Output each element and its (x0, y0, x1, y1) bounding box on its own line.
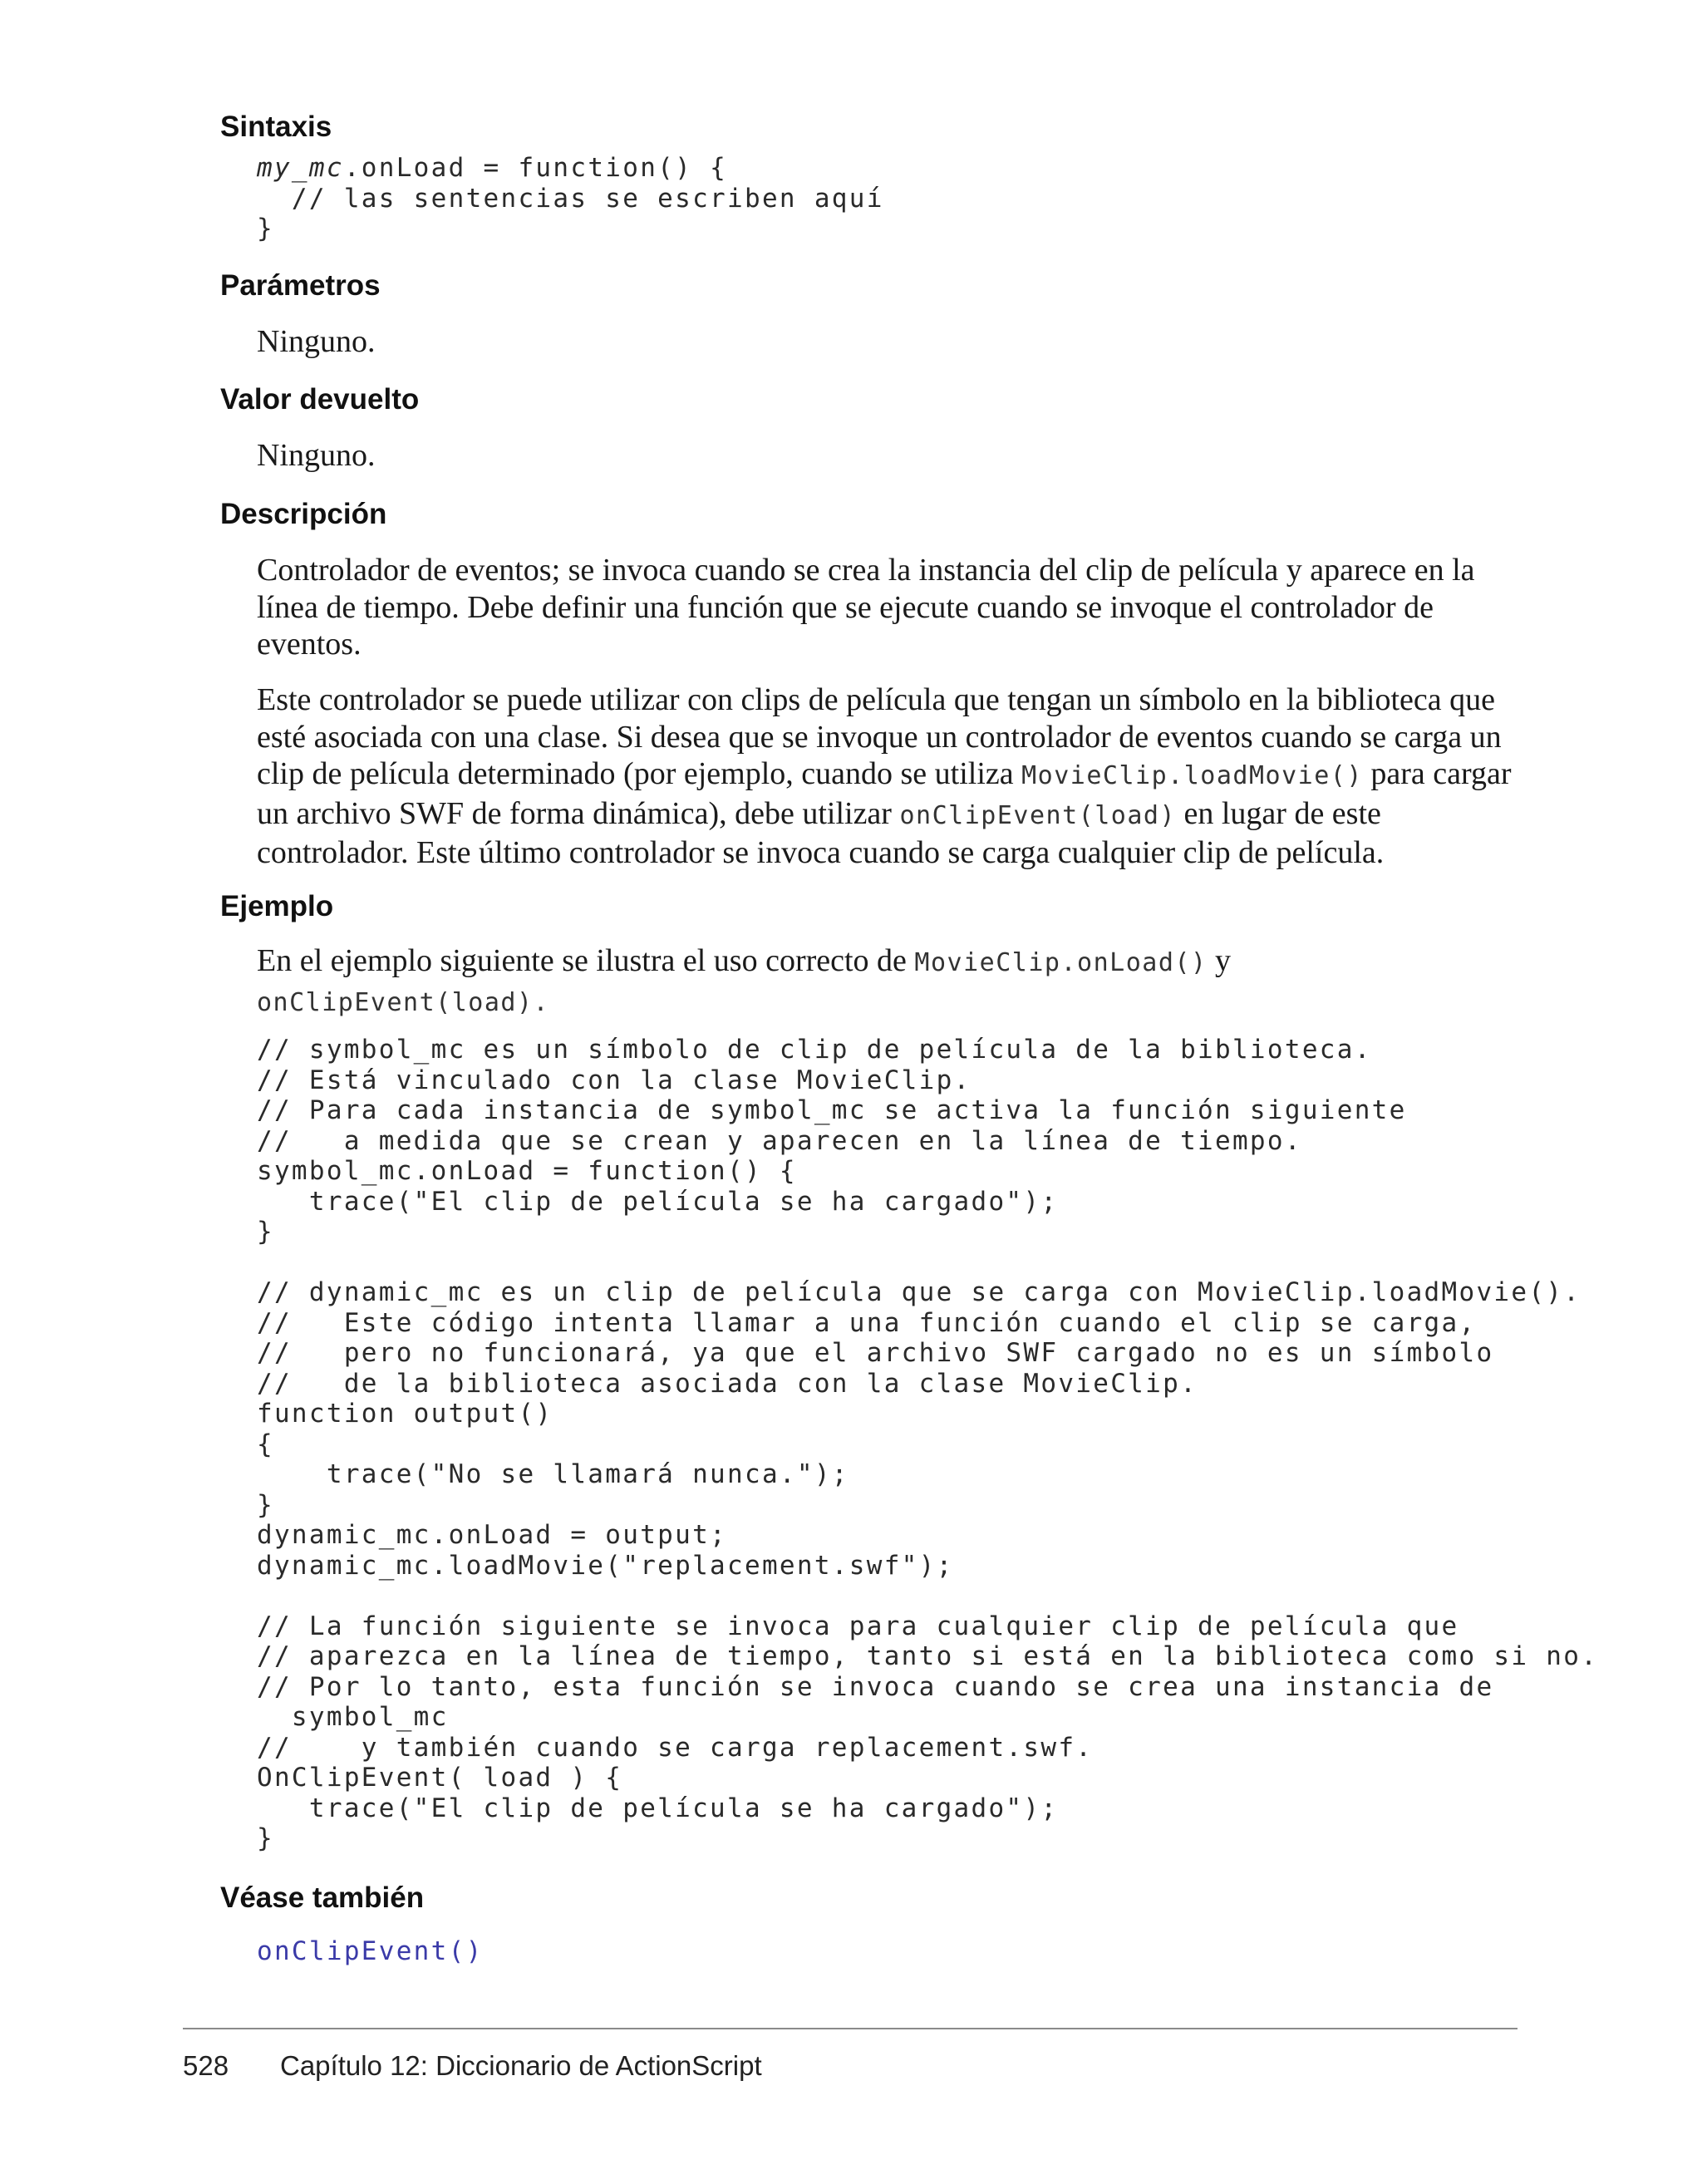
inline-code-onclipevent-load: onClipEvent(load). (257, 987, 550, 1017)
see-also-link-onclipevent[interactable]: onClipEvent() (257, 1936, 484, 1966)
description-p2-text-a: Este controlador se puede utilizar con clips de película que tengan un símbolo en la biblioteca que esté asociada con una clase. Si desea que se invoque un controlador de eventos cuando se carga un clip de película determinado (por ejemplo, cuando se utiliza (257, 682, 1502, 791)
description-paragraph-2 (257, 681, 1520, 872)
returns-text: Ninguno. (257, 438, 376, 473)
description-p2-text-b: para cargar un archivo SWF de forma dinámica), debe utilizar (257, 756, 1512, 831)
description-paragraph-1: Controlador de eventos; se invoca cuando se crea la instancia del clip de película y aparece en la línea de tiempo. Debe definir una función que se ejecute cuando se invoque el controlador de eventos. (257, 553, 1475, 662)
returns-heading: Valor devuelto (220, 383, 420, 416)
footer-divider (183, 2028, 1518, 2029)
description-heading: Descripción (220, 498, 387, 530)
page-number: 528 (183, 2050, 229, 2081)
example-intro (257, 942, 1520, 1021)
syntax-heading: Sintaxis (220, 111, 332, 143)
syntax-code-object: my_mc (257, 153, 344, 183)
description-p2-text-c: en lugar de este controlador. Este último controlador se invoca cuando se carga cualquier clip de película. (257, 795, 1385, 870)
syntax-code-comment: // las sentencias se escriben aquí (257, 183, 884, 214)
chapter-title: Capítulo 12: Diccionario de ActionScript (280, 2050, 762, 2081)
example-intro-conjunction: y (1207, 943, 1232, 978)
example-code: // symbol_mc es un símbolo de clip de película de la biblioteca. // Está vinculado con la clase MovieClip. // Para cada instancia de symbol_mc se activa la función siguiente // a medida que se crean y aparecen en la línea de tiempo. symbol_mc.onLoad = function() { trace("El clip de película se ha cargado"); } // dynamic_mc es un clip de película que se carga con MovieClip.loadMovie(). // Este código intenta llamar a una función cuando el clip se carga, // pero no funcionará, ya que el archivo SWF cargado no es un símbolo // de la biblioteca asociada con la clase MovieClip. function output() { trace("No se llamará nunca."); } dynamic_mc.onLoad = output; dynamic_mc.loadMovie("replacement.swf"); // La función siguiente se invoca para cualquier clip de película que // aparezca en la línea de tiempo, tanto si está en la biblioteca como si no. // Por lo tanto, esta función se invoca cuando se crea una instancia de symbol_mc // y también cuando se carga replacement.swf. OnClipEvent( load ) { trace("El clip de película se ha cargado"); } (257, 1035, 1599, 1853)
params-text: Ninguno. (257, 324, 376, 359)
syntax-code-rest: .onLoad = function() { (343, 153, 728, 183)
example-heading: Ejemplo (220, 890, 334, 922)
example-intro-text: En el ejemplo siguiente se ilustra el uso correcto de (257, 943, 915, 978)
inline-code-loadmovie: MovieClip.loadMovie() (1021, 761, 1363, 790)
see-also-heading: Véase también (220, 1881, 425, 1914)
syntax-code (257, 153, 884, 244)
inline-code-onload: MovieClip.onLoad() (914, 948, 1208, 977)
syntax-code-close: } (257, 214, 274, 243)
params-heading: Parámetros (220, 269, 381, 302)
inline-code-onclipevent: onClipEvent(load) (899, 800, 1176, 830)
